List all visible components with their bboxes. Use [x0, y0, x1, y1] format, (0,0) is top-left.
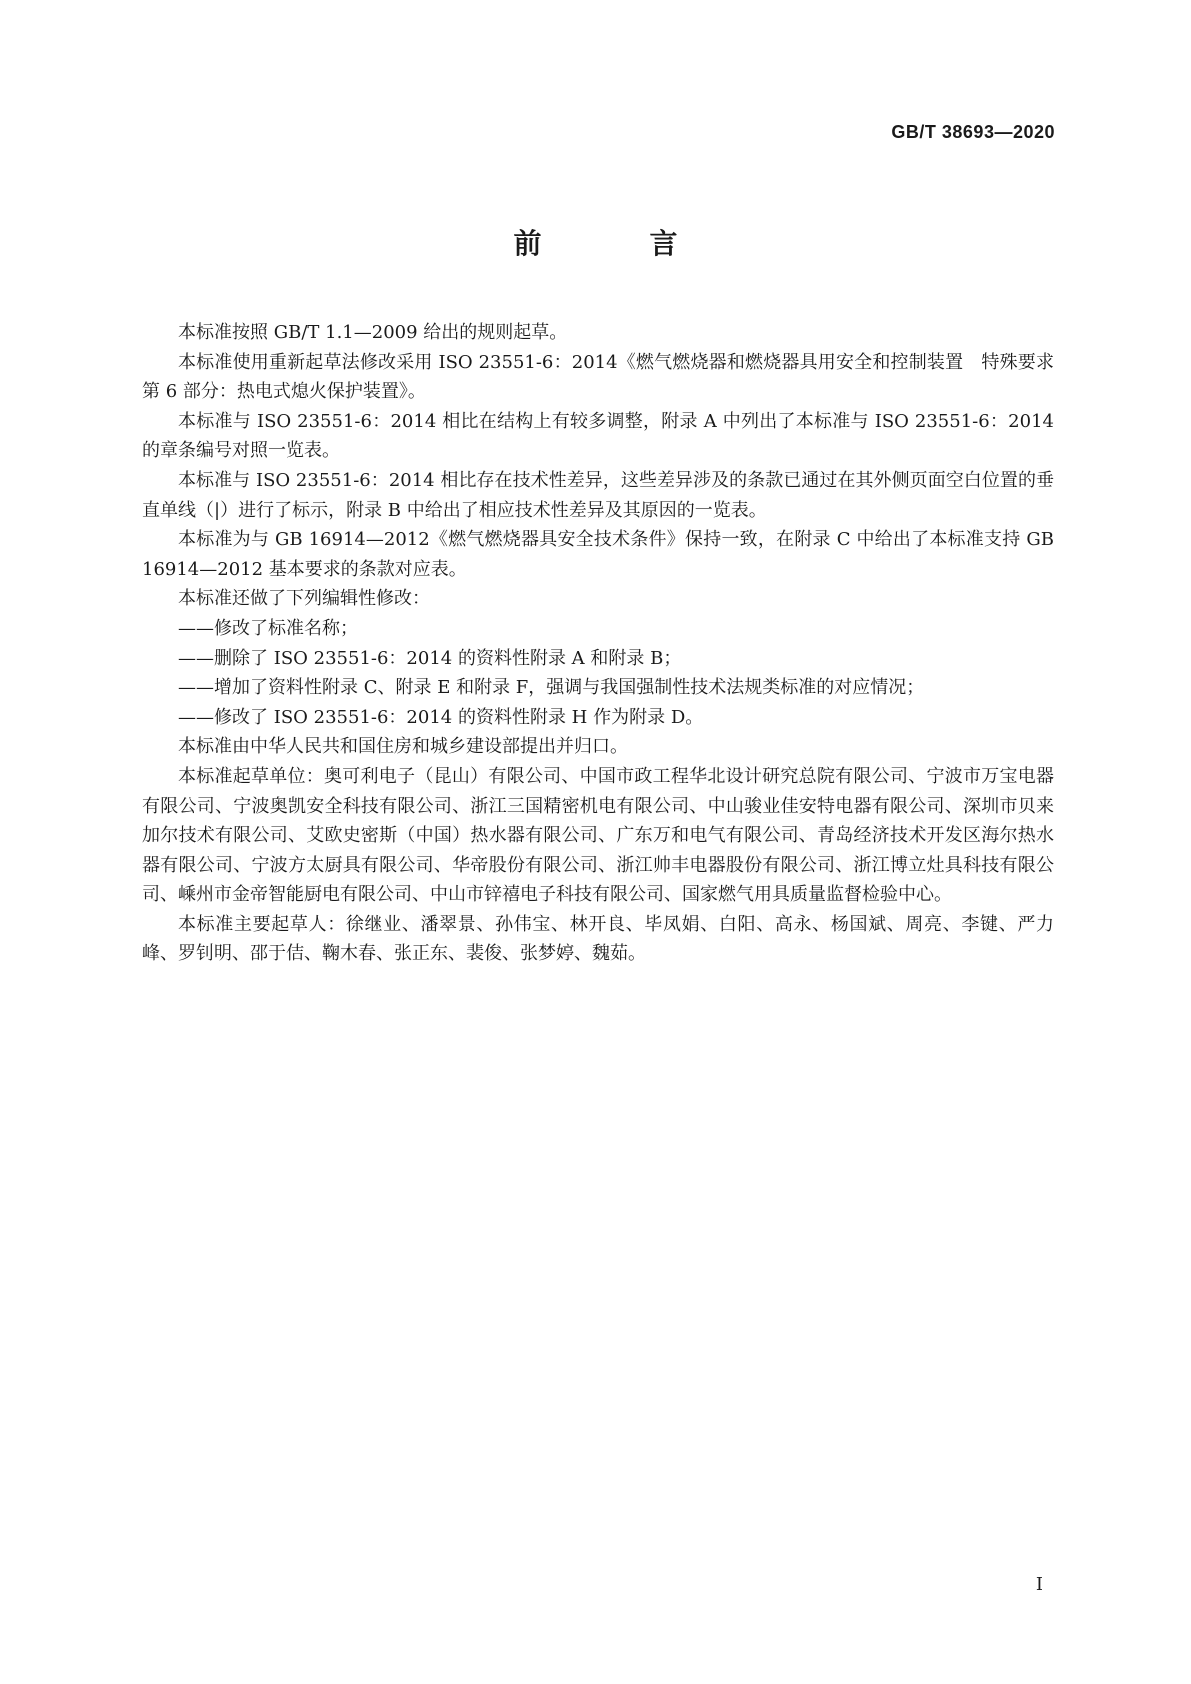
- paragraph-technical-differences: 本标准与 ISO 23551-6：2014 相比存在技术性差异，这些差异涉及的条款已通过在其外侧页面空白位置的垂直单线（|）进行了标示，附录 B 中给出了相应技术性差异及其原因的一览表。: [142, 469, 1054, 521]
- paragraph-drafters: 本标准主要起草人：徐继业、潘翠景、孙伟宝、林开良、毕凤娟、白阳、高永、杨国斌、周亮、李键、严力峰、罗钊明、邵于佶、鞠木春、张正东、裴俊、张梦婷、魏茹。: [142, 913, 1054, 965]
- list-item-editorial-2: ——删除了 ISO 23551-6：2014 的资料性附录 A 和附录 B；: [178, 647, 682, 669]
- paragraph-gb-consistency: 本标准为与 GB 16914—2012《燃气燃烧器具安全技术条件》保持一致，在附录 C 中给出了本标准支持 GB 16914—2012 基本要求的条款对应表。: [142, 529, 1054, 580]
- paragraph-adoption: 本标准使用重新起草法修改采用 ISO 23551-6：2014《燃气燃烧器和燃烧器具用安全和控制装置 特殊要求 第 6 部分：热电式熄火保护装置》。: [142, 351, 1072, 403]
- list-item-editorial-4: ——修改了 ISO 23551-6：2014 的资料性附录 H 作为附录 D。: [178, 706, 704, 728]
- page-title: 前 言: [513, 227, 718, 260]
- paragraph-editorial-intro: 本标准还做了下列编辑性修改：: [178, 588, 430, 610]
- list-item-editorial-1: ——修改了标准名称；: [178, 617, 358, 639]
- foreword-body: [142, 318, 1072, 969]
- page-number: I: [1035, 1574, 1043, 1595]
- paragraph-proposer: 本标准由中华人民共和国住房和城乡建设部提出并归口。: [178, 736, 628, 758]
- paragraph-structure-changes: 本标准与 ISO 23551-6：2014 相比在结构上有较多调整，附录 A 中列出了本标准与 ISO 23551-6：2014 的章条编号对照一览表。: [142, 410, 1054, 462]
- standard-code: GB/T 38693—2020: [891, 122, 1055, 142]
- list-item-editorial-3: ——增加了资料性附录 C、附录 E 和附录 F，强调与我国强制性技术法规类标准的对应情况；: [178, 677, 925, 699]
- paragraph-drafting-units: 本标准起草单位：奥可利电子（昆山）有限公司、中国市政工程华北设计研究总院有限公司、宁波市万宝电器有限公司、宁波奥凯安全科技有限公司、浙江三国精密机电有限公司、中山骏业佳安特电器有限公司、深圳市贝来加尔技术有限公司、艾欧史密斯（中国）热水器有限公司、广东万和电气有限公司、青岛经济技术开发区海尔热水器有限公司、宁波方太厨具有限公司、华帝股份有限公司、浙江帅丰电器股份有限公司、浙江博立灶具科技有限公司、嵊州市金帝智能厨电有限公司、中山市锌禧电子科技有限公司、国家燃气用具质量监督检验中心。: [142, 765, 1054, 906]
- paragraph-drafting-rules: 本标准按照 GB/T 1.1—2009 给出的规则起草。: [178, 322, 568, 343]
